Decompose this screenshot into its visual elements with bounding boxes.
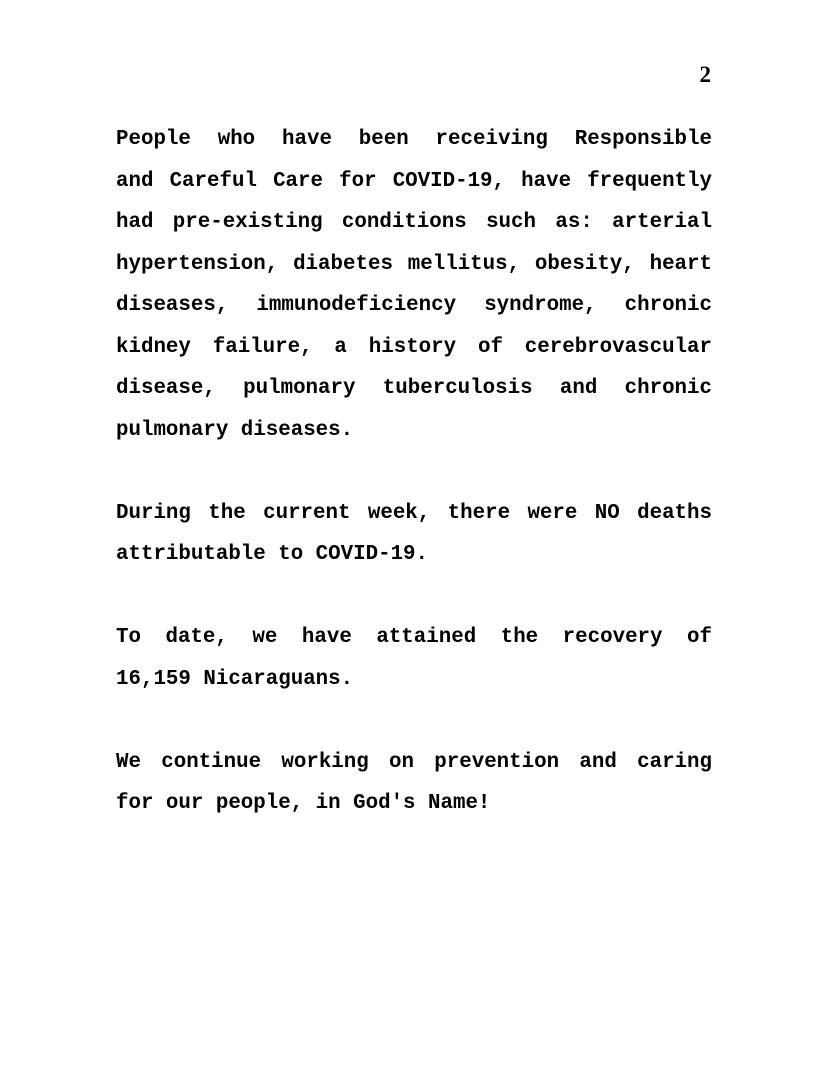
text-line: hypertension, diabetes mellitus, obesity, heart xyxy=(116,252,712,276)
text-line: During the current week, there were NO deaths xyxy=(116,501,712,525)
paragraph-weekly-deaths xyxy=(116,493,712,576)
text-line: People who have been receiving Responsible xyxy=(116,128,712,151)
text-line: disease, pulmonary tuberculosis and chronic xyxy=(116,377,712,400)
paragraph-closing xyxy=(116,742,712,825)
text-line: kidney failure, a history of cerebrovascular xyxy=(116,335,712,359)
text-line: To date, we have attained the recovery of xyxy=(116,626,712,649)
text-line: attributable to COVID-19. xyxy=(116,543,429,566)
text-line: We continue working on prevention and caring xyxy=(116,750,712,774)
document-body xyxy=(116,119,712,866)
paragraph-recoveries xyxy=(116,617,712,700)
text-line: pulmonary diseases. xyxy=(116,418,354,442)
text-line: had pre-existing conditions such as: arterial xyxy=(116,211,712,234)
text-line: 16,159 Nicaraguans. xyxy=(116,667,354,691)
text-line: diseases, immunodeficiency syndrome, chronic xyxy=(116,294,712,317)
paragraph-preexisting-conditions xyxy=(116,119,712,451)
text-line: and Careful Care for COVID-19, have frequently xyxy=(116,169,712,193)
text-line: for our people, in God's Name! xyxy=(116,792,491,815)
page-number: 2 xyxy=(699,62,711,87)
